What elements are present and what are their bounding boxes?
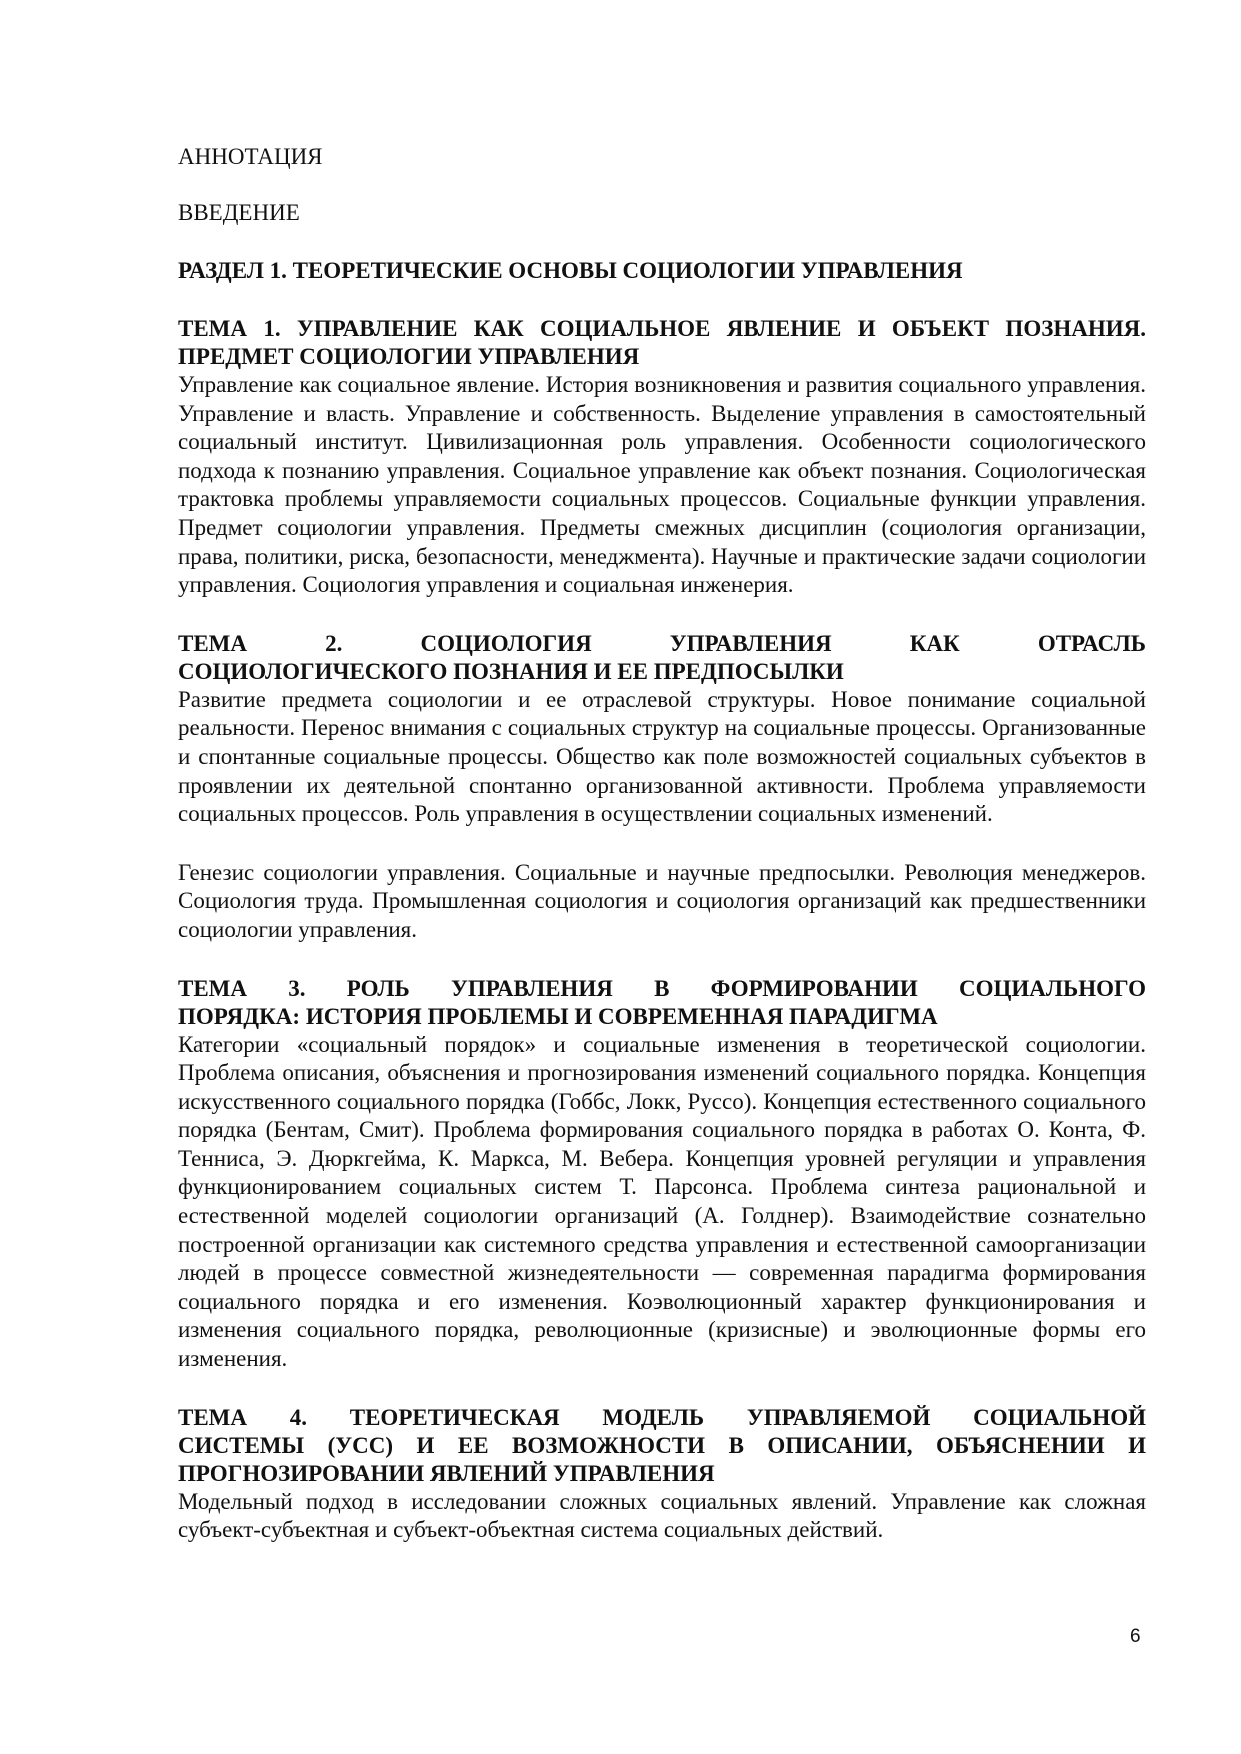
topic-2-title-line-1: ТЕМА 2. СОЦИОЛОГИЯ УПРАВЛЕНИЯ КАК ОТРАСЛЬ — [178, 630, 1146, 656]
annotation-heading: АННОТАЦИЯ — [178, 144, 323, 169]
topic-1-title-line-1: ТЕМА 1. УПРАВЛЕНИЕ КАК СОЦИАЛЬНОЕ ЯВЛЕНИЕ И ОБЪЕКТ ПОЗНАНИЯ. — [178, 316, 1146, 341]
page-number: 6 — [1130, 1626, 1141, 1647]
topic-2-title — [178, 630, 1146, 686]
topic-2-text-2: Генезис социологии управления. Социальные и научные предпосылки. Революция менеджеров. Социология труда. Промышленная социология и социология организаций как предшественники социологии управления. — [178, 859, 1146, 942]
topic-3-title-line-1: ТЕМА 3. РОЛЬ УПРАВЛЕНИЯ В ФОРМИРОВАНИИ СОЦИАЛЬНОГО — [178, 975, 1146, 1001]
topic-3-title — [178, 975, 1146, 1031]
topic-3-title-line-2: ПОРЯДКА: ИСТОРИЯ ПРОБЛЕМЫ И СОВРЕМЕННАЯ ПАРАДИГМА — [178, 1003, 938, 1029]
topic-4-title-line-1: ТЕМА 4. ТЕОРЕТИЧЕСКАЯ МОДЕЛЬ УПРАВЛЯЕМОЙ СОЦИАЛЬНОЙ — [178, 1404, 1146, 1430]
topic-2-title-line-2: СОЦИОЛОГИЧЕСКОГО ПОЗНАНИЯ И ЕЕ ПРЕДПОСЫЛКИ — [178, 658, 844, 684]
topic-4-title — [178, 1404, 1146, 1488]
topic-4-title-line-3: ПРОГНОЗИРОВАНИИ ЯВЛЕНИЙ УПРАВЛЕНИЯ — [178, 1460, 715, 1486]
topic-1-title — [178, 315, 1146, 371]
topic-2-text: Развитие предмета социологии и ее отраслевой структуры. Новое понимание социальной реальности. Перенос внимания с социальных структур на социальные процессы. Организованные и спонтанные социальные процессы. Общество как поле возможностей социальных субъектов в проявлении их деятельной спонтанно организованной активности. Проблема управляемости социальных процессов. Роль управления в осуществлении социальных изменений. — [178, 686, 1146, 827]
topic-3 — [178, 975, 1146, 1374]
section-1-title: РАЗДЕЛ 1. ТЕОРЕТИЧЕСКИЕ ОСНОВЫ СОЦИОЛОГИИ УПРАВЛЕНИЯ — [178, 258, 963, 283]
topic-1-text: Управление как социальное явление. История возникновения и развития социального управления. Управление и власть. Управление и собственность. Выделение управления в самостоятельный социальный институт. Цивилизационная роль управления. Особенности социологического подхода к познанию управления. Социальное управление как объект познания. Социологическая трактовка проблемы управляемости социальных процессов. Социальные функции управления. Предмет социологии управления. Предметы смежных дисциплин (социология организации, права, политики, риска, безопасности, менеджмента). Научные и практические задачи социологии управления. Социология управления и социальная инженерия. — [178, 372, 1146, 598]
topic-4-title-line-2: СИСТЕМЫ (УСС) И ЕЕ ВОЗМОЖНОСТИ В ОПИСАНИИ, ОБЪЯСНЕНИИ И — [178, 1432, 1146, 1458]
topic-4-text: Модельный подход в исследовании сложных социальных явлений. Управление как сложная субъект-субъектная и субъект-объектная система социальных действий. — [178, 1488, 1146, 1543]
topic-2 — [178, 630, 1146, 945]
topic-1-title-line-2: ПРЕДМЕТ СОЦИОЛОГИИ УПРАВЛЕНИЯ — [178, 344, 640, 369]
document-page — [178, 143, 1146, 1545]
introduction-heading: ВВЕДЕНИЕ — [178, 200, 300, 225]
topic-3-text: Категории «социальный порядок» и социальные изменения в теоретической социологии. Проблема описания, объяснения и прогнозирования изменений социального порядка. Концепция искусственного социального порядка (Гоббс, Локк, Руссо). Концепция естественного социального порядка (Бентам, Смит). Проблема формирования социального порядка в работах О. Конта, Ф. Тенниса, Э. Дюркгейма, К. Маркса, М. Вебера. Концепция уровней регуляции и управления функционированием социальных систем Т. Парсонса. Проблема синтеза рациональной и естественной моделей социологии организаций (А. Голднер). Взаимодействие сознательно построенной организации как системного средства управления и естественной самоорганизации людей в процессе совместной жизнедеятельности — современная парадигма формирования социального порядка и его изменения. Коэволюционный характер функционирования и изменения социального порядка, революционные (кризисные) и эволюционные формы его изменения. — [178, 1031, 1146, 1372]
topic-4 — [178, 1404, 1146, 1545]
topic-1 — [178, 315, 1146, 600]
